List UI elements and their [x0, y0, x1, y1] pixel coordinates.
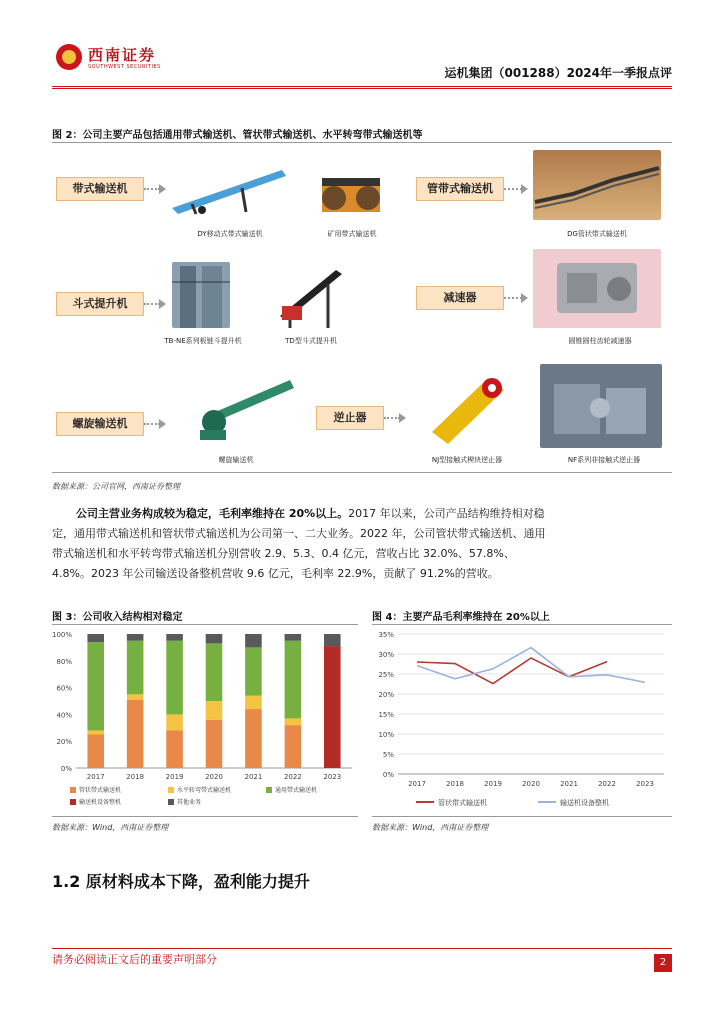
x-tick-label: 2019 — [165, 773, 184, 781]
bar-segment — [87, 730, 104, 734]
figure3-bottom-rule — [52, 816, 358, 817]
figure3-rule — [52, 624, 358, 625]
arrow-right-icon — [144, 188, 160, 190]
bar-segment — [87, 634, 104, 642]
x-tick-label: 2018 — [126, 773, 145, 781]
bar-segment — [324, 634, 341, 646]
y-tick-label: 25% — [378, 671, 394, 679]
bar-segment — [206, 643, 223, 701]
figure2-rule — [52, 142, 672, 143]
x-tick-label: 2023 — [636, 780, 654, 788]
legend-swatch — [168, 787, 174, 793]
x-tick-label: 2022 — [598, 780, 616, 788]
bar-segment — [166, 730, 183, 768]
figure4-bottom-rule — [372, 816, 672, 817]
brand-logo-icon — [56, 44, 82, 70]
legend-swatch — [70, 799, 76, 805]
bar-segment — [206, 720, 223, 768]
legend-label: 水平转弯带式输送机 — [177, 787, 232, 794]
caption-dg-pipe-conveyor: DG管状带式输送机 — [567, 230, 627, 238]
arrow-right-icon — [144, 303, 160, 305]
dy-conveyor-image — [162, 160, 294, 216]
tb-ne-elevator-image — [172, 262, 230, 328]
bar-segment — [206, 701, 223, 720]
x-tick-label: 2019 — [484, 780, 502, 788]
arrow-right-icon — [504, 188, 522, 190]
nj-backstop-image — [418, 368, 514, 448]
figure3-title: 图 3：公司收入结构相对稳定 — [52, 612, 183, 623]
x-tick-label: 2017 — [408, 780, 426, 788]
tag-pipe-conveyor: 管带式输送机 — [416, 177, 504, 201]
bar-segment — [324, 646, 341, 768]
arrow-right-icon — [144, 423, 160, 425]
tag-screw-conveyor: 螺旋输送机 — [56, 412, 144, 436]
tag-backstop: 逆止器 — [316, 406, 384, 430]
legend-label: 管状带式输送机 — [438, 799, 487, 807]
figure2-source: 数据来源：公司官网，西南证券整理 — [52, 482, 180, 491]
tag-bucket-elevator: 斗式提升机 — [56, 292, 144, 316]
x-tick-label: 2023 — [323, 773, 342, 781]
legend-label: 其他业务 — [177, 799, 202, 806]
y-tick-label: 15% — [378, 711, 394, 719]
bar-segment — [166, 634, 183, 641]
series-line — [417, 648, 645, 683]
y-tick-label: 0% — [382, 771, 394, 779]
legend-label: 管状带式输送机 — [79, 787, 122, 794]
x-tick-label: 2021 — [560, 780, 578, 788]
y-tick-label: 60% — [56, 684, 72, 693]
legend-swatch — [70, 787, 76, 793]
caption-nf-backstop: NF系列非接触式逆止器 — [567, 456, 641, 464]
bar-segment — [127, 700, 144, 768]
bar-segment — [127, 634, 144, 641]
legend-swatch — [266, 787, 272, 793]
x-tick-label: 2020 — [522, 780, 540, 788]
x-tick-label: 2021 — [244, 773, 263, 781]
x-tick-label: 2018 — [446, 780, 464, 788]
tag-belt-conveyor: 带式输送机 — [56, 177, 144, 201]
brand-name-en: SOUTHWEST SECURITIES — [88, 64, 161, 70]
body-paragraph — [52, 504, 552, 584]
tag-reducer: 减速器 — [416, 286, 504, 310]
bar-segment — [206, 634, 223, 643]
y-tick-label: 40% — [56, 711, 72, 720]
paragraph-text: 2017 年以来，公司产品结构维持相对稳定，通用带式输送机和管状带式输送机为公司第一、二大业务。2022 年，公司管状带式输送机、通用带式输送机和水平转弯带式输送机分别营收 2.9、5.3、0.4 亿元，营收占比 32.0%、57.8%、4.8%。2023 年公司输送设备整机营收 9.6 亿元，毛利率 22.9%，贡献了 91.2%的营收。 — [52, 507, 546, 580]
y-tick-label: 5% — [382, 751, 394, 759]
y-tick-label: 35% — [378, 631, 394, 639]
caption-gear-reducer: 圆锥圆柱齿轮减速器 — [568, 337, 632, 345]
y-tick-label: 30% — [378, 651, 394, 659]
legend-label: 输送机设备整机 — [560, 799, 609, 807]
paragraph-lead: 公司主营业务构成较为稳定，毛利率维持在 20%以上。 — [76, 507, 349, 520]
bar-segment — [166, 714, 183, 730]
y-tick-label: 80% — [56, 657, 72, 666]
figure4-chart — [372, 626, 672, 812]
bar-segment — [285, 725, 302, 768]
figure4-title: 图 4：主要产品毛利率维持在 20%以上 — [372, 612, 550, 623]
figure3-source: 数据来源：Wind，西南证券整理 — [52, 823, 169, 832]
y-tick-label: 10% — [378, 731, 394, 739]
arrow-right-icon — [384, 417, 400, 419]
figure2-bottom-rule — [52, 472, 672, 473]
y-tick-label: 0% — [60, 765, 72, 773]
caption-td-elevator: TD型斗式提升机 — [285, 337, 337, 345]
page-number: 2 — [654, 954, 672, 972]
dg-pipe-conveyor-image — [533, 150, 661, 220]
caption-mining-conveyor: 矿用带式输送机 — [327, 230, 377, 238]
y-tick-label: 20% — [378, 691, 394, 699]
x-tick-label: 2022 — [283, 773, 302, 781]
bar-segment — [285, 718, 302, 725]
caption-tb-ne-elevator: TB-NE系列板链斗提升机 — [164, 337, 242, 345]
header-divider — [52, 86, 672, 87]
figure4-source: 数据来源：Wind，西南证券整理 — [372, 823, 489, 832]
mining-conveyor-image — [318, 160, 386, 222]
caption-dy-conveyor: DY移动式带式输送机 — [197, 230, 263, 238]
bar-segment — [87, 642, 104, 730]
figure2-title: 图 2：公司主要产品包括通用带式输送机、管状带式输送机、水平转弯带式输送机等 — [52, 130, 423, 141]
bar-segment — [166, 641, 183, 715]
x-tick-label: 2020 — [205, 773, 223, 781]
figure4-rule — [372, 624, 672, 625]
legend-label: 通用带式输送机 — [275, 787, 318, 794]
bar-segment — [87, 735, 104, 769]
caption-screw-conveyor: 螺旋输送机 — [218, 456, 254, 464]
td-elevator-image — [272, 262, 348, 328]
section-heading: 1.2 原材料成本下降，盈利能力提升 — [52, 872, 310, 891]
screw-conveyor-image — [186, 370, 298, 450]
bar-segment — [127, 694, 144, 699]
brand-name: 西南证券 — [88, 46, 157, 64]
y-tick-label: 20% — [56, 738, 72, 747]
caption-nj-backstop: NJ型接触式楔块逆止器 — [431, 456, 503, 464]
series-line — [417, 658, 607, 684]
legend-swatch — [168, 799, 174, 805]
x-tick-label: 2017 — [86, 773, 105, 781]
report-title: 运机集团（001288）2024年一季报点评 — [444, 66, 672, 80]
legend-label: 输送机设备整机 — [79, 799, 122, 806]
header-divider-2 — [52, 88, 672, 89]
bar-segment — [245, 647, 262, 695]
bar-segment — [127, 641, 144, 695]
bar-segment — [285, 634, 302, 641]
figure3-chart — [52, 626, 358, 812]
bar-segment — [245, 634, 262, 647]
arrow-right-icon — [504, 297, 522, 299]
footer-disclaimer: 请务必阅读正文后的重要声明部分 — [52, 953, 217, 966]
footer-divider — [52, 948, 672, 949]
bar-segment — [245, 696, 262, 709]
gear-reducer-image — [533, 249, 661, 328]
bar-segment — [245, 709, 262, 768]
y-tick-label: 100% — [52, 631, 72, 639]
bar-segment — [285, 641, 302, 719]
nf-backstop-image — [540, 364, 662, 448]
